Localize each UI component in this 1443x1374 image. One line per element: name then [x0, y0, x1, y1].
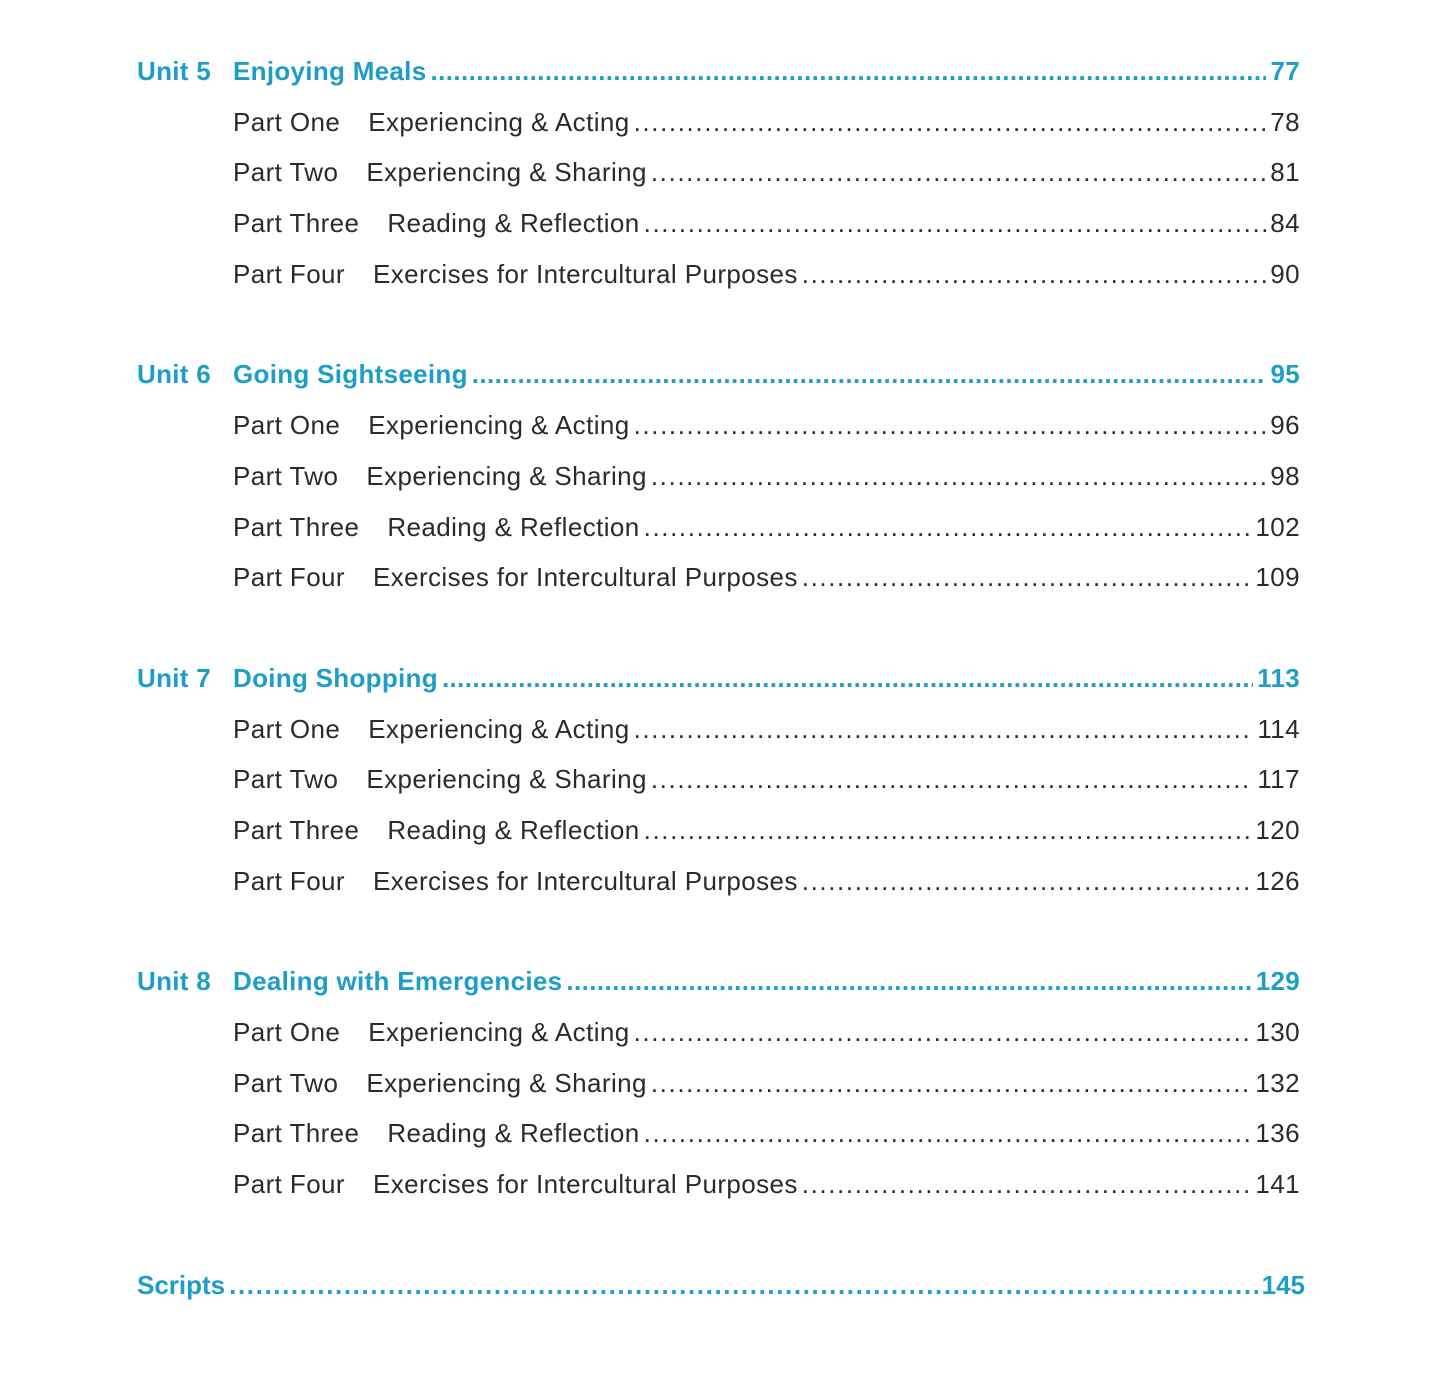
scripts-title: Scripts	[137, 1269, 226, 1300]
part-entry[interactable]	[137, 410, 1300, 461]
part-title: Experiencing & Sharing	[366, 157, 647, 188]
page-number: 141	[1255, 1169, 1300, 1200]
dot-leader	[802, 562, 1252, 593]
table-of-contents	[137, 56, 1305, 1320]
part-title: Experiencing & Acting	[368, 713, 630, 744]
unit-number: Unit 5	[137, 56, 212, 86]
page-number: 113	[1257, 662, 1300, 693]
unit-title: Doing Shopping	[233, 662, 438, 693]
unit-block-8	[137, 966, 1300, 1219]
unit-heading[interactable]	[137, 663, 1300, 714]
page-number: 95	[1270, 359, 1300, 390]
unit-heading[interactable]	[137, 966, 1300, 1017]
part-entry[interactable]	[137, 208, 1300, 259]
page-number: 90	[1270, 258, 1300, 289]
page-number: 132	[1255, 1067, 1300, 1098]
page-number: 78	[1270, 106, 1300, 137]
unit-block-7	[137, 663, 1300, 916]
unit-title: Enjoying Meals	[233, 56, 427, 86]
part-title: Reading & Reflection	[387, 208, 640, 239]
dot-leader	[802, 259, 1267, 290]
dot-leader	[651, 461, 1266, 492]
part-title: Experiencing & Sharing	[366, 1067, 647, 1098]
page-number: 126	[1255, 865, 1300, 896]
scripts-entry[interactable]	[137, 1270, 1305, 1321]
part-title: Exercises for Intercultural Purposes	[372, 562, 798, 593]
page-number: 114	[1257, 713, 1300, 744]
page-number: 129	[1255, 966, 1300, 997]
part-label: Part One	[233, 410, 341, 441]
part-title: Experiencing & Sharing	[366, 460, 647, 491]
dot-leader	[644, 512, 1252, 543]
part-entry[interactable]	[137, 1017, 1300, 1068]
page-number: 136	[1255, 1118, 1300, 1149]
unit-block-5	[137, 56, 1300, 309]
part-label: Part Four	[233, 865, 345, 896]
dot-leader	[634, 107, 1267, 138]
page-number: 84	[1270, 208, 1300, 239]
part-entry[interactable]	[137, 512, 1300, 563]
part-title: Reading & Reflection	[387, 511, 640, 542]
page-number: 109	[1255, 562, 1300, 593]
unit-title: Going Sightseeing	[233, 359, 468, 390]
part-label: Part One	[233, 106, 341, 137]
dot-leader	[651, 764, 1253, 795]
part-label: Part Two	[233, 460, 339, 491]
page-number: 145	[1261, 1269, 1305, 1300]
part-entry[interactable]	[137, 1169, 1300, 1220]
part-entry[interactable]	[137, 107, 1300, 158]
dot-leader	[644, 208, 1267, 239]
dot-leader	[802, 866, 1252, 897]
part-label: Part Two	[233, 1067, 339, 1098]
part-title: Reading & Reflection	[387, 1118, 640, 1149]
part-entry[interactable]	[137, 157, 1300, 208]
dot-leader	[634, 714, 1254, 745]
part-entry[interactable]	[137, 461, 1300, 512]
unit-number: Unit 6	[137, 359, 212, 390]
part-title: Experiencing & Acting	[368, 106, 630, 137]
page-number: 96	[1270, 410, 1300, 441]
part-label: Part Three	[233, 511, 360, 542]
part-entry[interactable]	[137, 866, 1300, 917]
part-entry[interactable]	[137, 259, 1300, 310]
part-title: Experiencing & Acting	[368, 1017, 630, 1047]
part-label: Part Four	[233, 258, 345, 289]
page-number: 117	[1257, 764, 1300, 795]
dot-leader	[472, 359, 1267, 390]
dot-leader	[566, 966, 1251, 997]
part-label: Part Four	[233, 562, 345, 593]
part-label: Part Three	[233, 814, 360, 845]
page-number: 81	[1270, 157, 1300, 188]
part-entry[interactable]	[137, 764, 1300, 815]
part-title: Experiencing & Sharing	[366, 764, 647, 795]
part-title: Exercises for Intercultural Purposes	[372, 258, 798, 289]
dot-leader	[634, 1017, 1252, 1048]
dot-leader	[651, 1068, 1252, 1099]
unit-title: Dealing with Emergencies	[233, 966, 563, 997]
part-title: Experiencing & Acting	[368, 410, 630, 441]
unit-heading[interactable]	[137, 56, 1300, 107]
part-label: Part Three	[233, 1118, 360, 1149]
part-label: Part Four	[233, 1169, 345, 1200]
page-number: 98	[1270, 460, 1300, 491]
part-title: Reading & Reflection	[387, 814, 640, 845]
page-number: 102	[1255, 511, 1300, 542]
unit-number: Unit 8	[137, 966, 212, 997]
page-number: 120	[1255, 814, 1300, 845]
part-entry[interactable]	[137, 562, 1300, 613]
unit-heading[interactable]	[137, 359, 1300, 410]
dot-leader	[229, 1270, 1257, 1301]
dot-leader	[430, 56, 1266, 87]
dot-leader	[802, 1169, 1252, 1200]
part-label: Part Three	[233, 208, 360, 239]
part-entry[interactable]	[137, 1118, 1300, 1169]
page-number: 77	[1270, 56, 1300, 86]
dot-leader	[644, 1118, 1252, 1149]
dot-leader	[442, 663, 1253, 694]
dot-leader	[651, 157, 1266, 188]
unit-block-6	[137, 359, 1300, 612]
part-title: Exercises for Intercultural Purposes	[372, 865, 798, 896]
part-title: Exercises for Intercultural Purposes	[372, 1169, 798, 1200]
unit-number: Unit 7	[137, 662, 212, 693]
part-entry[interactable]	[137, 815, 1300, 866]
part-label: Part Two	[233, 157, 339, 188]
part-entry[interactable]	[137, 1068, 1300, 1119]
part-label: Part One	[233, 1017, 341, 1047]
dot-leader	[644, 815, 1252, 846]
part-label: Part One	[233, 713, 341, 744]
dot-leader	[634, 410, 1267, 441]
part-entry[interactable]	[137, 714, 1300, 765]
page-number: 130	[1255, 1017, 1300, 1047]
part-label: Part Two	[233, 764, 339, 795]
